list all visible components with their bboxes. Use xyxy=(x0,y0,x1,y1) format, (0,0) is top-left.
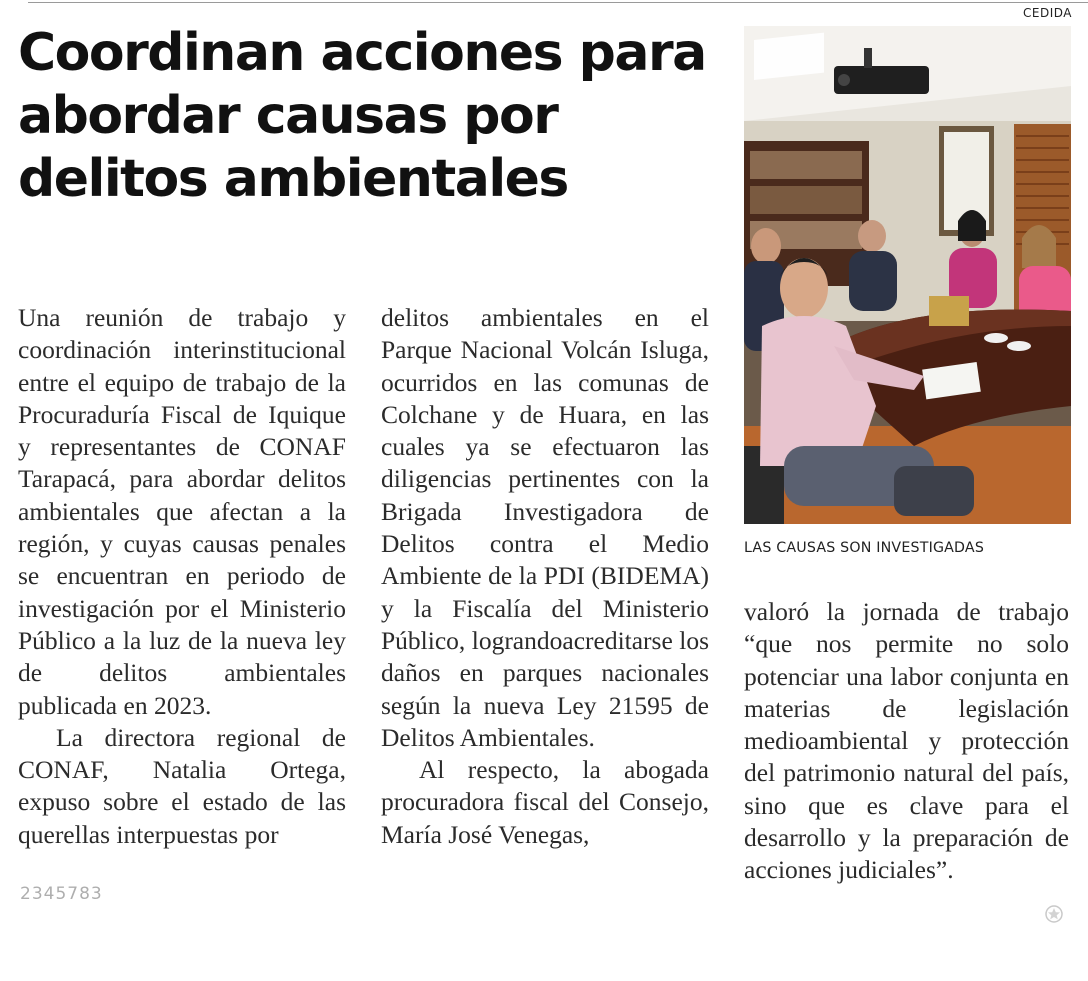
article-column-3 xyxy=(744,596,1069,887)
meeting-photo-illustration xyxy=(744,26,1071,524)
headline: Coordinan acciones para abordar causas por delitos ambientales xyxy=(18,23,706,209)
paragraph-quote: valoró la jornada de trabajo “que nos permite no solo potenciar una labor conjunta en materias de legislación medioambiental y protección del patrimonio natural del país, sino que es clave para el desarrollo y la preparación de acciones judiciales”. xyxy=(744,597,1069,885)
photo-caption: LAS CAUSAS SON INVESTIGADAS xyxy=(744,540,985,556)
paragraph-continuation: delitos ambientales en el Parque Nacional Volcán Isluga, ocurridos en las comunas de Colchane y de Huara, en las cuales ya se efectuaron las diligencias pertinentes con la Brigada Investigadora de Delitos contra el Medio Ambiente de la PDI (BIDEMA) y la Fiscalía del Ministerio Público, lograndoacreditarse los daños en parques nacionales según la nueva Ley 21595 de Delitos Ambientales. xyxy=(381,303,709,752)
archive-watermark: 2345783 xyxy=(20,884,103,904)
article-column-1 xyxy=(18,302,346,851)
photo-credit: CEDIDA xyxy=(1023,6,1072,20)
end-of-article-icon xyxy=(1044,904,1064,924)
paragraph-intro: Una reunión de trabajo y coordinación interinstitucional entre el equipo de trabajo de la Procuraduría Fiscal de Iquique y representantes de CONAF Tarapacá, para abordar delitos ambientales que afectan a la región, y cuyas causas penales se encuentran en periodo de investigación por el Ministerio Público a la luz de la nueva ley de delitos ambientales publicada en 2023. xyxy=(18,303,346,720)
paragraph-director: La directora regional de CONAF, Natalia Ortega, expuso sobre el estado de las querellas interpuestas por xyxy=(18,722,346,849)
meeting-photo xyxy=(744,26,1071,524)
paragraph-attorney: Al respecto, la abogada procuradora fiscal del Consejo, María José Venegas, xyxy=(381,755,709,849)
top-rule xyxy=(28,2,1088,3)
article-column-2 xyxy=(381,302,709,851)
